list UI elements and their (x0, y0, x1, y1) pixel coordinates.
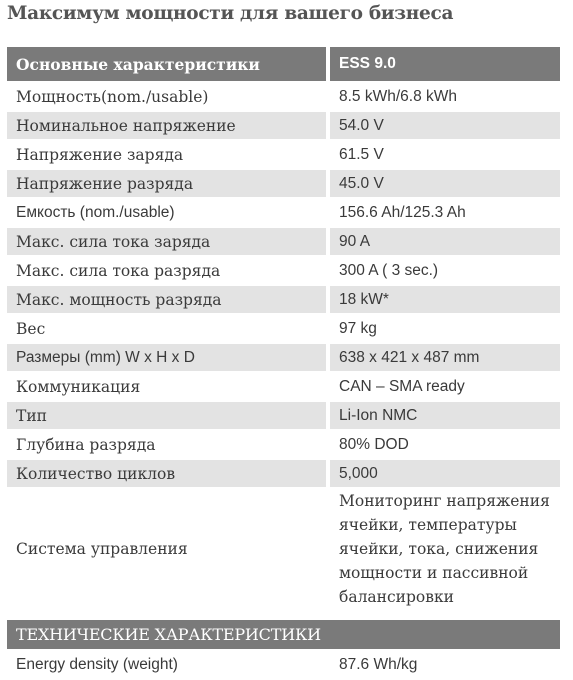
table-row (7, 402, 560, 431)
specifications-table (7, 47, 560, 680)
row-value: Li-Ion NMC (330, 402, 560, 431)
row-label: Макс. сила тока разряда (7, 257, 330, 286)
header-label: Основные характеристики (7, 47, 330, 83)
row-label: Система управления (7, 489, 330, 611)
table-row (7, 460, 560, 489)
table-row (7, 373, 560, 402)
page-title: Максимум мощности для вашего бизнеса (7, 3, 454, 24)
row-label: Мощность(nom./usable) (7, 83, 330, 112)
table-row (7, 199, 560, 228)
row-value: 45.0 V (330, 170, 560, 199)
row-label: Номинальное напряжение (7, 112, 330, 141)
table-row (7, 83, 560, 112)
row-label: Коммуникация (7, 373, 330, 402)
row-label: Тип (7, 402, 330, 431)
table-row (7, 257, 560, 286)
row-value: 90 A (330, 228, 560, 257)
row-value: 8.5 kWh/6.8 kWh (330, 83, 560, 112)
row-label: Емкость (nom./usable) (7, 199, 330, 228)
table-row (7, 315, 560, 344)
row-label: Макс. сила тока заряда (7, 228, 330, 257)
row-label: Количество циклов (7, 460, 330, 489)
row-label: Energy density (weight) (7, 651, 330, 680)
row-label: Макс. мощность разряда (7, 286, 330, 315)
table-row (7, 344, 560, 373)
row-value: 54.0 V (330, 112, 560, 141)
row-value: Мониторинг напряжения ячейки, температуры ячейки, тока, снижения мощности и пассивной балансировки (330, 489, 560, 611)
row-label: Напряжение разряда (7, 170, 330, 199)
row-label: Вес (7, 315, 330, 344)
table-row (7, 228, 560, 257)
row-label: Глубина разряда (7, 431, 330, 460)
section-title: ТЕХНИЧЕСКИЕ ХАРАКТЕРИСТИКИ (7, 620, 560, 651)
row-value: 156.6 Ah/125.3 Ah (330, 199, 560, 228)
section-spacer (7, 611, 560, 620)
header-model: ESS 9.0 (330, 47, 560, 83)
row-value: 18 kW* (330, 286, 560, 315)
row-label: Размеры (mm) W x H x D (7, 344, 330, 373)
table-row (7, 170, 560, 199)
row-value: CAN – SMA ready (330, 373, 560, 402)
table-row (7, 286, 560, 315)
row-value: 80% DOD (330, 431, 560, 460)
section-header-row (7, 620, 560, 651)
row-value: 5,000 (330, 460, 560, 489)
table-row (7, 141, 560, 170)
table-row (7, 489, 560, 611)
row-value: 300 A ( 3 sec.) (330, 257, 560, 286)
table-row (7, 112, 560, 141)
row-value: 638 x 421 x 487 mm (330, 344, 560, 373)
row-label: Напряжение заряда (7, 141, 330, 170)
table-header-row (7, 47, 560, 83)
row-value: 97 kg (330, 315, 560, 344)
row-value: 61.5 V (330, 141, 560, 170)
table-row (7, 431, 560, 460)
table-row (7, 651, 560, 680)
row-value: 87.6 Wh/kg (330, 651, 560, 680)
